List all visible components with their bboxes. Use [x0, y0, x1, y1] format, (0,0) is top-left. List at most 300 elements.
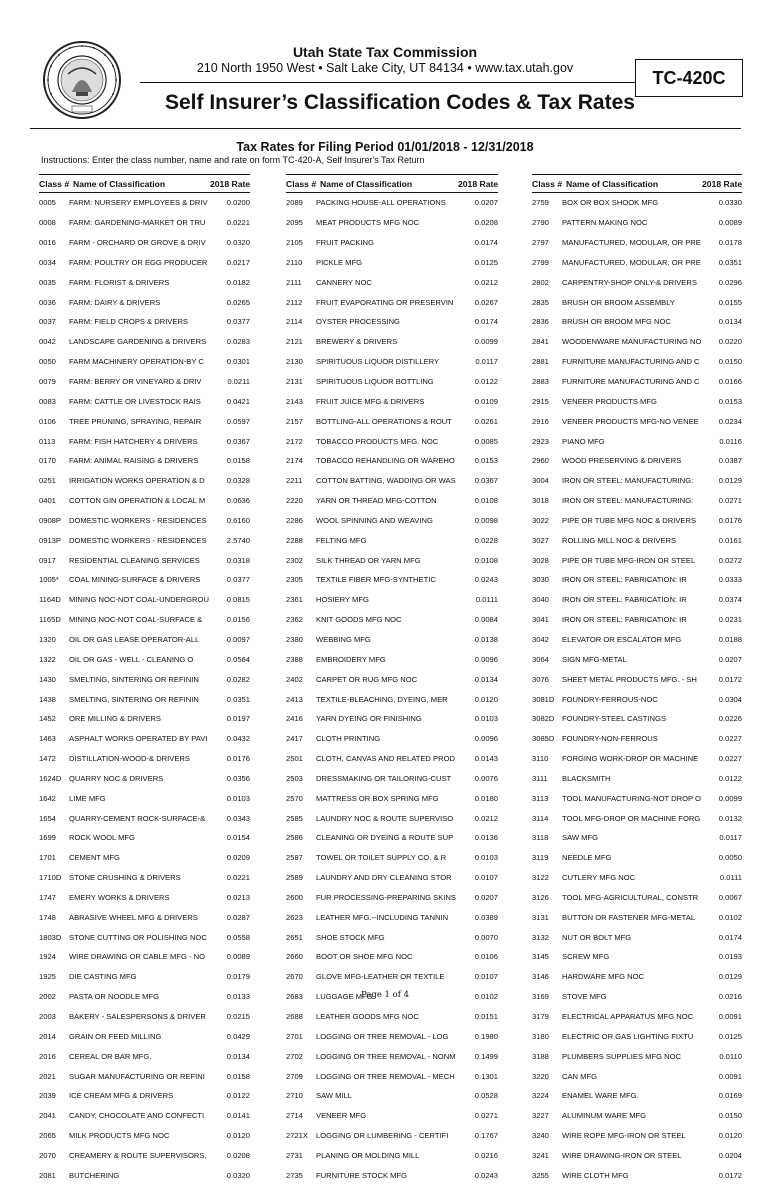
- class-number: 1164D: [39, 595, 61, 605]
- document-title: Self Insurer’s Classification Codes & Tax Rates: [165, 91, 635, 114]
- classification-name: TOOL MFG-AGRICULTURAL, CONSTR: [562, 892, 699, 902]
- table-row: [39, 451, 250, 471]
- table-row: [532, 749, 742, 769]
- classification-name: COTTON BATTING, WADDING OR WAS: [316, 476, 456, 486]
- class-number: 2797: [532, 238, 549, 248]
- table-row: [286, 610, 498, 630]
- class-number: 3255: [532, 1170, 549, 1180]
- tax-rate: 0.0287: [226, 912, 250, 922]
- classification-name: LANDSCAPE GARDENING & DRIVERS: [69, 337, 207, 347]
- tax-rate: 0.0208: [474, 218, 498, 228]
- classification-name: IRON OR STEEL: MANUFACTURING:: [562, 476, 694, 486]
- classification-name: CEREAL OR BAR MFG.: [69, 1051, 152, 1061]
- table-row: [39, 967, 250, 987]
- class-number: 1472: [39, 754, 56, 764]
- tax-rate: 0.0153: [474, 456, 498, 466]
- classification-name: FRUIT PACKING: [316, 238, 374, 248]
- tax-rate: 0.0085: [474, 436, 498, 446]
- classification-name: MANUFACTURED, MODULAR, OR PRE: [562, 257, 701, 267]
- classification-name: BOTTLING-ALL OPERATIONS & ROUT: [316, 416, 452, 426]
- tax-rate: 0.0193: [718, 952, 742, 962]
- classification-name: TEXTILE-BLEACHING, DYEING, MER: [316, 694, 448, 704]
- class-number: 0170: [39, 456, 56, 466]
- class-number: 3180: [532, 1031, 549, 1041]
- classification-name: SMELTING, SINTERING OR REFININ: [69, 674, 199, 684]
- table-row: [532, 1126, 742, 1146]
- class-number: 2157: [286, 416, 303, 426]
- classification-name: BRUSH OR BROOM MFG NOC: [562, 317, 671, 327]
- tax-rate: 0.0155: [718, 297, 742, 307]
- classification-name: BRUSH OR BROOM ASSEMBLY: [562, 297, 675, 307]
- tax-rate: 0.0106: [474, 952, 498, 962]
- tax-rate: 0.0272: [718, 555, 742, 565]
- class-number: 1654: [39, 813, 56, 823]
- table-row: [532, 491, 742, 511]
- tax-rate: 0.0267: [474, 297, 498, 307]
- table-row: [532, 1146, 742, 1166]
- class-number: 1925: [39, 972, 56, 982]
- class-number: 3146: [532, 972, 549, 982]
- col-header-name: Name of Classification: [73, 178, 166, 189]
- tax-rate: 0.0328: [226, 476, 250, 486]
- classification-name: RESIDENTIAL CLEANING SERVICES: [69, 555, 200, 565]
- class-number: 2600: [286, 892, 303, 902]
- table-row: [39, 749, 250, 769]
- tax-rate: 0.0197: [226, 714, 250, 724]
- tax-rate: 0.0564: [226, 654, 250, 664]
- table-row: [286, 709, 498, 729]
- class-number: 3132: [532, 932, 549, 942]
- table-row: [532, 927, 742, 947]
- classification-name: WEBBING MFG: [316, 634, 371, 644]
- table-row: [286, 193, 498, 213]
- classification-name: QUARRY-CEMENT ROCK-SURFACE-&: [69, 813, 206, 823]
- table-row: [39, 411, 250, 431]
- classification-name: HARDWARE MFG NOC: [562, 972, 644, 982]
- classification-name: TREE PRUNING, SPRAYING, REPAIR: [69, 416, 202, 426]
- class-number: 0034: [39, 257, 56, 267]
- classification-name: DIE CASTING MFG: [69, 972, 137, 982]
- table-row: [39, 888, 250, 908]
- class-number: 2587: [286, 853, 303, 863]
- class-number: 2089: [286, 198, 303, 208]
- tax-rate: 0.0103: [474, 714, 498, 724]
- classification-name: YARN OR THREAD MFG-COTTON: [316, 496, 437, 506]
- table-row: [39, 550, 250, 570]
- classification-name: CREAMERY & ROUTE SUPERVISORS,: [69, 1150, 207, 1160]
- classification-name: BOX OR BOX SHOOK MFG: [562, 198, 659, 208]
- table-row: [532, 868, 742, 888]
- classification-name: IRON OR STEEL: FABRICATION: IR: [562, 615, 687, 625]
- class-number: 1642: [39, 793, 56, 803]
- tax-rate: 0.0089: [718, 218, 742, 228]
- class-number: 2416: [286, 714, 303, 724]
- classification-name: WIRE DRAWING OR CABLE MFG - NO: [69, 952, 205, 962]
- tax-rate: 0.0421: [226, 396, 250, 406]
- classification-name: LEATHER MFG.--INCLUDING TANNIN: [316, 912, 449, 922]
- classification-name: CLOTH, CANVAS AND RELATED PROD: [316, 754, 455, 764]
- tax-rate: 0.0429: [226, 1031, 250, 1041]
- table-row: [286, 749, 498, 769]
- class-number: 2143: [286, 396, 303, 406]
- table-row: [286, 1146, 498, 1166]
- col-header-rate: 2018 Rate: [702, 178, 743, 189]
- table-row: [286, 491, 498, 511]
- tax-rate: 0.0133: [226, 992, 250, 1002]
- classification-name: NEEDLE MFG: [562, 853, 612, 863]
- tax-rate: 0.0389: [474, 912, 498, 922]
- tax-rate: 0.0367: [474, 476, 498, 486]
- class-number: 2589: [286, 873, 303, 883]
- tax-rate: 0.0076: [474, 773, 498, 783]
- tax-rate: 0.0097: [226, 634, 250, 644]
- table-row: [286, 1165, 498, 1185]
- tax-rate: 0.0098: [474, 515, 498, 525]
- table-row: [532, 768, 742, 788]
- class-number: 2041: [39, 1111, 56, 1121]
- table-row: [532, 332, 742, 352]
- tax-rate: 0.0107: [474, 873, 498, 883]
- classification-name: VENEER PRODUCTS MFG-NO VENEE: [562, 416, 699, 426]
- table-row: [532, 689, 742, 709]
- col-header-class: Class #: [286, 178, 317, 189]
- table-row: [286, 947, 498, 967]
- class-number: 2065: [39, 1131, 56, 1141]
- classification-name: WOOD PRESERVING & DRIVERS: [562, 456, 682, 466]
- classification-name: LAUNDRY AND DRY CLEANING STOR: [316, 873, 452, 883]
- table-header: [532, 174, 742, 193]
- classification-name: PATTERN MAKING NOC: [562, 218, 648, 228]
- class-number: 2721X: [286, 1131, 308, 1141]
- tax-rate: 0.0174: [474, 317, 498, 327]
- class-number: 2916: [532, 416, 549, 426]
- classification-name: LOGGING OR LUMBERING - CERTIFI: [316, 1131, 449, 1141]
- class-number: 1452: [39, 714, 56, 724]
- classification-name: CLEANING OR DYEING & ROUTE SUP: [316, 833, 454, 843]
- table-row: [39, 1026, 250, 1046]
- table-row: [286, 927, 498, 947]
- tax-rate: 0.0138: [474, 634, 498, 644]
- table-row: [532, 451, 742, 471]
- class-number: 3064: [532, 654, 549, 664]
- class-number: 2388: [286, 654, 303, 664]
- classification-name: MINING NOC-NOT COAL-SURFACE &: [69, 615, 203, 625]
- classification-name: COTTON GIN OPERATION & LOCAL M: [69, 496, 206, 506]
- tax-rate: 0.0221: [226, 218, 250, 228]
- table-row: [286, 292, 498, 312]
- tax-rate: 0.1767: [474, 1131, 498, 1141]
- classification-name: MANUFACTURED, MODULAR, OR PRE: [562, 238, 701, 248]
- classification-name: FELTING MFG: [316, 535, 367, 545]
- class-number: 2302: [286, 555, 303, 565]
- classification-name: SCREW MFG: [562, 952, 610, 962]
- class-number: 3118: [532, 833, 549, 843]
- class-number: 2881: [532, 357, 549, 367]
- class-number: 2413: [286, 694, 303, 704]
- classification-name: OIL OR GAS - WELL - CLEANING O: [69, 654, 194, 664]
- tax-rate: 0.0129: [718, 476, 742, 486]
- class-number: 3076: [532, 674, 549, 684]
- table-row: [286, 570, 498, 590]
- tax-rate: 0.0125: [474, 257, 498, 267]
- tax-rate: 0.0107: [474, 972, 498, 982]
- classification-name: FOUNDRY-STEEL CASTINGS: [562, 714, 666, 724]
- table-row: [532, 272, 742, 292]
- classification-name: TOBACCO PRODUCTS MFG. NOC: [316, 436, 439, 446]
- table-row: [532, 907, 742, 927]
- tax-rate: 0.0333: [718, 575, 742, 585]
- table-row: [286, 1086, 498, 1106]
- tax-rate: 0.0176: [226, 754, 250, 764]
- class-number: 3224: [532, 1091, 549, 1101]
- classification-name: FARM: BERRY OR VINEYARD & DRIV: [69, 377, 202, 387]
- class-number: 2841: [532, 337, 549, 347]
- table-row: [286, 272, 498, 292]
- class-number: 2131: [286, 377, 303, 387]
- tax-rate: 0.0099: [718, 793, 742, 803]
- tax-rate: 0.0208: [226, 1150, 250, 1160]
- class-number: 3188: [532, 1051, 549, 1061]
- class-number: 2790: [532, 218, 549, 228]
- table-row: [286, 590, 498, 610]
- table-row: [286, 391, 498, 411]
- tax-rate: 0.0227: [718, 754, 742, 764]
- classification-name: EMERY WORKS & DRIVERS: [69, 892, 170, 902]
- classification-name: SILK THREAD OR YARN MFG: [316, 555, 421, 565]
- class-number: 3145: [532, 952, 549, 962]
- table-row: [39, 372, 250, 392]
- classification-name: ALUMINUM WARE MFG: [562, 1111, 647, 1121]
- classification-name: WIRE DRAWING-IRON OR STEEL: [562, 1150, 682, 1160]
- table-row: [286, 451, 498, 471]
- classification-name: ELEVATOR OR ESCALATOR MFG: [562, 634, 682, 644]
- tax-rate: 0.0117: [475, 357, 498, 367]
- class-number: 3241: [532, 1150, 549, 1160]
- table-row: [286, 1046, 498, 1066]
- class-number: 2081: [39, 1170, 56, 1180]
- classification-name: SPIRITUOUS LIQUOR BOTTLING: [316, 377, 434, 387]
- table-row: [39, 491, 250, 511]
- tax-rate: 0.0261: [474, 416, 498, 426]
- class-number: 2174: [286, 456, 303, 466]
- table-header: [286, 174, 498, 193]
- classification-name: LOGGING OR TREE REMOVAL - MECH: [316, 1071, 455, 1081]
- class-number: 2105: [286, 238, 303, 248]
- classification-name: PASTA OR NOODLE MFG: [69, 992, 160, 1002]
- class-number: 2709: [286, 1071, 303, 1081]
- tax-rate: 0.0374: [718, 595, 742, 605]
- table-row: [39, 590, 250, 610]
- classification-name: MEAT PRODUCTS MFG NOC: [316, 218, 420, 228]
- table-row: [532, 808, 742, 828]
- class-number: 2960: [532, 456, 549, 466]
- col-header-name: Name of Classification: [566, 178, 659, 189]
- table-row: [286, 669, 498, 689]
- tax-rate: 0.0226: [718, 714, 742, 724]
- tax-rate: 0.6160: [226, 515, 250, 525]
- tax-rate: 0.0108: [474, 496, 498, 506]
- classification-name: SMELTING, SINTERING OR REFININ: [69, 694, 199, 704]
- classification-name: FARM: ANIMAL RAISING & DRIVERS: [69, 456, 199, 466]
- page-number: Page 1 of 4: [360, 990, 410, 1000]
- table-row: [532, 471, 742, 491]
- tax-rate: 0.0091: [718, 1012, 742, 1022]
- class-number: 1320: [39, 634, 56, 644]
- table-row: [286, 630, 498, 650]
- tax-rate: 0.0166: [718, 377, 742, 387]
- class-number: 3131: [532, 912, 549, 922]
- tax-rate: 0.0243: [474, 575, 498, 585]
- tax-rate: 0.0180: [474, 793, 498, 803]
- classification-name: FARM: DAIRY & DRIVERS: [69, 297, 161, 307]
- classification-name: FARM: FIELD CROPS & DRIVERS: [69, 317, 188, 327]
- class-number: 2683: [286, 992, 303, 1002]
- classification-name: FURNITURE MANUFACTURING AND C: [562, 357, 700, 367]
- tax-rate: 0.0050: [718, 853, 742, 863]
- classification-name: DRESSMAKING OR TAILORING-CUST: [316, 773, 452, 783]
- tax-rate: 0.0122: [474, 377, 498, 387]
- classification-name: YARN DYEING OR FINISHING: [316, 714, 422, 724]
- table-row: [39, 1007, 250, 1027]
- classification-name: FORGING WORK-DROP OR MACHINE: [562, 754, 699, 764]
- tax-rate: 0.0120: [226, 1131, 250, 1141]
- classification-name: CUTLERY MFG NOC: [562, 873, 636, 883]
- tax-rate: 0.0377: [226, 575, 250, 585]
- filing-period: Tax Rates for Filing Period 01/01/2018 - 12/31/2018: [236, 140, 534, 154]
- table-row: [286, 967, 498, 987]
- classification-name: ELECTRICAL APPARATUS MFG NOC: [562, 1012, 694, 1022]
- class-number: 1624D: [39, 773, 62, 783]
- class-number: 2731: [286, 1150, 303, 1160]
- classification-name: BOOT OR SHOE MFG NOC: [316, 952, 413, 962]
- tax-rate: 2.5740: [226, 535, 250, 545]
- table-row: [39, 193, 250, 213]
- table-row: [39, 391, 250, 411]
- classification-name: ROCK WOOL MFG: [69, 833, 135, 843]
- classification-name: STOVE MFG: [562, 992, 607, 1002]
- tax-rate: 0.0356: [226, 773, 250, 783]
- class-number: 2503: [286, 773, 303, 783]
- classification-name: FRUIT JUICE MFG & DRIVERS: [316, 396, 425, 406]
- tax-rate: 0.0150: [718, 357, 742, 367]
- table-row: [39, 332, 250, 352]
- tax-rate: 0.0134: [474, 674, 498, 684]
- class-number: 2130: [286, 357, 303, 367]
- classification-name: COAL MINING-SURFACE & DRIVERS: [69, 575, 201, 585]
- tax-rate: 0.0096: [474, 654, 498, 664]
- class-number: 0083: [39, 396, 56, 406]
- class-number: 0917: [39, 555, 56, 565]
- table-row: [39, 947, 250, 967]
- table-row: [532, 1106, 742, 1126]
- table-row: [286, 372, 498, 392]
- classification-name: DOMESTIC WORKERS - RESIDENCES: [69, 515, 207, 525]
- classification-name: TEXTILE FIBER MFG-SYNTHETIC: [316, 575, 436, 585]
- classification-name: SPIRITUOUS LIQUOR DISTILLERY: [316, 357, 440, 367]
- table-row: [39, 1106, 250, 1126]
- table-row: [286, 1026, 498, 1046]
- class-number: 0251: [39, 476, 56, 486]
- tax-rate: 0.0111: [475, 595, 498, 605]
- table-row: [532, 411, 742, 431]
- tax-rate: 0.0432: [226, 734, 250, 744]
- class-number: 2915: [532, 396, 549, 406]
- tax-rate: 0.0143: [474, 754, 498, 764]
- table-row: [532, 1046, 742, 1066]
- tax-rate: 0.0103: [474, 853, 498, 863]
- classification-name: SUGAR MANUFACTURING OR REFINI: [69, 1071, 205, 1081]
- tax-rate: 0.0815: [226, 595, 250, 605]
- col-header-class: Class #: [39, 178, 70, 189]
- table-row: [286, 1126, 498, 1146]
- class-number: 2688: [286, 1012, 303, 1022]
- tax-rate: 0.0207: [474, 892, 498, 902]
- class-number: 0037: [39, 317, 56, 327]
- classification-name: EMBROIDERY MFG: [316, 654, 386, 664]
- table-row: [532, 590, 742, 610]
- table-row: [532, 610, 742, 630]
- class-number: 2112: [286, 297, 303, 307]
- table-rows: [286, 193, 498, 1185]
- tax-rate: 0.0136: [474, 833, 498, 843]
- class-number: 2501: [286, 754, 303, 764]
- classification-name: CARPENTRY-SHOP ONLY-& DRIVERS: [562, 277, 697, 287]
- tax-rate: 0.0204: [718, 1150, 742, 1160]
- tax-rate: 0.0156: [226, 615, 250, 625]
- classification-name: GLOVE MFG-LEATHER OR TEXTILE: [316, 972, 445, 982]
- classification-name: CARPET OR RUG MFG NOC: [316, 674, 418, 684]
- class-number: 2362: [286, 615, 303, 625]
- table-row: [39, 253, 250, 273]
- tax-rate: 0.0213: [226, 892, 250, 902]
- tax-rate: 0.0102: [474, 992, 498, 1002]
- tax-rate: 0.0089: [226, 952, 250, 962]
- classification-name: FOUNDRY-FERROUS-NOC: [562, 694, 658, 704]
- tax-rate: 0.0597: [226, 416, 250, 426]
- class-number: 0035: [39, 277, 56, 287]
- class-number: 2417: [286, 734, 303, 744]
- tax-rate: 0.0220: [718, 337, 742, 347]
- tax-rate: 0.0172: [718, 1170, 742, 1180]
- tax-rate: 0.0158: [226, 456, 250, 466]
- classification-name: FARM: FLORIST & DRIVERS: [69, 277, 170, 287]
- tax-rate: 0.0111: [719, 873, 742, 883]
- classification-name: ELECTRIC OR GAS LIGHTING FIXTU: [562, 1031, 694, 1041]
- classification-name: SAW MILL: [316, 1091, 353, 1101]
- tax-rate: 0.0271: [474, 1111, 498, 1121]
- tax-rate: 0.0377: [226, 317, 250, 327]
- class-number: 2714: [286, 1111, 303, 1121]
- class-number: 2380: [286, 634, 303, 644]
- table-row: [39, 511, 250, 531]
- class-number: 0016: [39, 238, 56, 248]
- table-row: [39, 292, 250, 312]
- tax-rate: 0.0231: [718, 615, 742, 625]
- class-number: 2220: [286, 496, 303, 506]
- table-row: [286, 868, 498, 888]
- tax-rate: 0.0301: [226, 357, 250, 367]
- class-number: 2286: [286, 515, 303, 525]
- header-divider: [140, 82, 635, 83]
- tax-rate: 0.0169: [718, 1091, 742, 1101]
- class-number: 3018: [532, 496, 549, 506]
- table-row: [39, 610, 250, 630]
- tax-rate: 0.0109: [474, 396, 498, 406]
- classification-name: CANNERY NOC: [316, 277, 372, 287]
- table-row: [286, 1066, 498, 1086]
- header-bottom-rule: [30, 128, 741, 129]
- class-number: 2701: [286, 1031, 303, 1041]
